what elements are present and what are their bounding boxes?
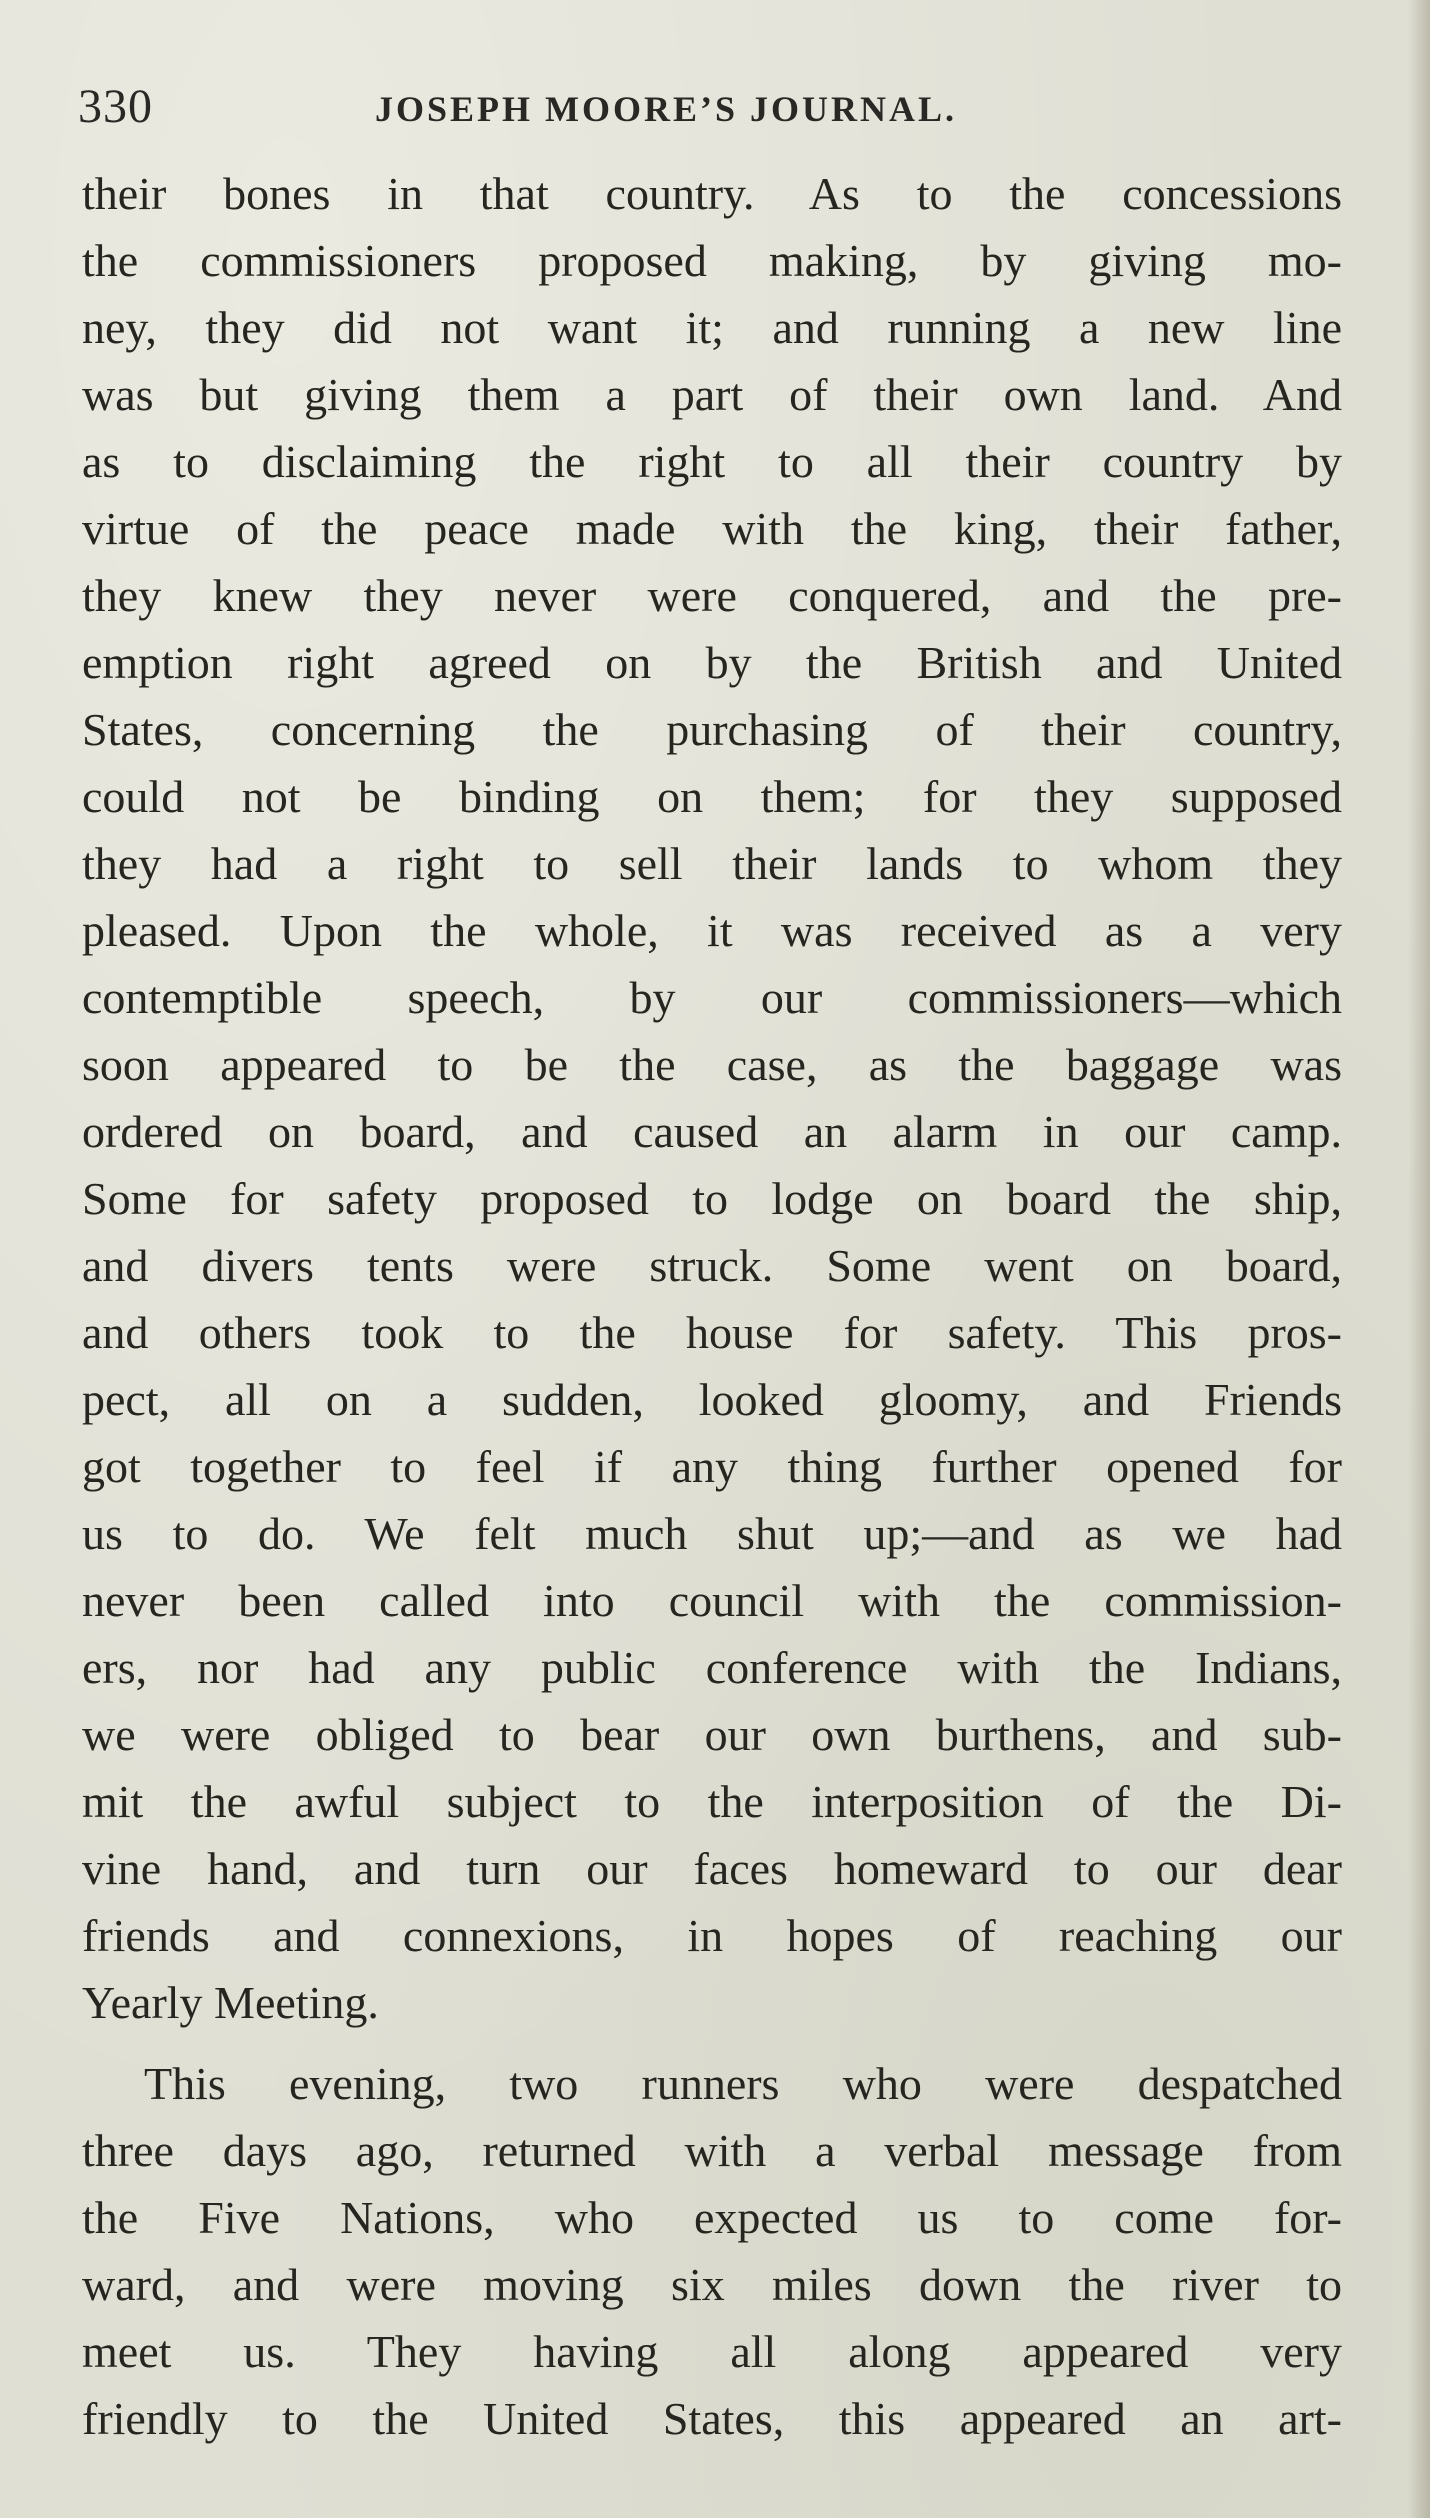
page-number: 330 <box>78 80 153 133</box>
text-line: friends and connexions, in hopes of reaching our <box>82 1910 1342 1961</box>
body-text <box>82 160 1342 2452</box>
text-line: pleased. Upon the whole, it was received as a very <box>82 905 1342 956</box>
text-line: virtue of the peace made with the king, their father, <box>82 503 1342 554</box>
text-line: we were obliged to bear our own burthens, and sub- <box>82 1709 1342 1760</box>
text-line: they knew they never were conquered, and the pre- <box>82 570 1342 621</box>
page-header <box>78 72 1358 142</box>
text-line: their bones in that country. As to the concessions <box>82 168 1342 219</box>
paragraph-end-line: Yearly Meeting. <box>82 1977 379 2028</box>
text-line: meet us. They having all along appeared very <box>82 2326 1342 2377</box>
text-line: ers, nor had any public conference with the Indians, <box>82 1642 1342 1693</box>
text-line: was but giving them a part of their own land. And <box>82 369 1342 420</box>
text-line: they had a right to sell their lands to whom they <box>82 838 1342 889</box>
text-line: vine hand, and turn our faces homeward to our dear <box>82 1843 1342 1894</box>
text-line: ordered on board, and caused an alarm in our camp. <box>82 1106 1342 1157</box>
text-line: and divers tents were struck. Some went on board, <box>82 1240 1342 1291</box>
text-line: could not be binding on them; for they supposed <box>82 771 1342 822</box>
text-line: three days ago, returned with a verbal message from <box>82 2125 1342 2176</box>
text-line: and others took to the house for safety. This pros- <box>82 1307 1342 1358</box>
text-line: the commissioners proposed making, by giving mo- <box>82 235 1342 286</box>
text-line: States, concerning the purchasing of their country, <box>82 704 1342 755</box>
text-line: emption right agreed on by the British and United <box>82 637 1342 688</box>
text-line: never been called into council with the commission- <box>82 1575 1342 1626</box>
page-edge-shadow <box>1408 0 1430 2518</box>
text-line: soon appeared to be the case, as the baggage was <box>82 1039 1342 1090</box>
text-line: ney, they did not want it; and running a new line <box>82 302 1342 353</box>
text-line: ward, and were moving six miles down the river to <box>82 2259 1342 2310</box>
text-line: friendly to the United States, this appeared an art- <box>82 2393 1342 2444</box>
text-line: us to do. We felt much shut up;—and as we had <box>82 1508 1342 1559</box>
text-line: mit the awful subject to the interposition of the Di- <box>82 1776 1342 1827</box>
text-line: contemptible speech, by our commissioners—which <box>82 972 1342 1023</box>
text-line: pect, all on a sudden, looked gloomy, and Friends <box>82 1374 1342 1425</box>
text-line: got together to feel if any thing further opened for <box>82 1441 1342 1492</box>
paragraph-start-line: This evening, two runners who were despatched <box>144 2058 1342 2109</box>
text-line: as to disclaiming the right to all their country by <box>82 436 1342 487</box>
running-head: JOSEPH MOORE’S JOURNAL. <box>375 89 958 129</box>
text-line: the Five Nations, who expected us to come for- <box>82 2192 1342 2243</box>
text-line: Some for safety proposed to lodge on board the ship, <box>82 1173 1342 1224</box>
